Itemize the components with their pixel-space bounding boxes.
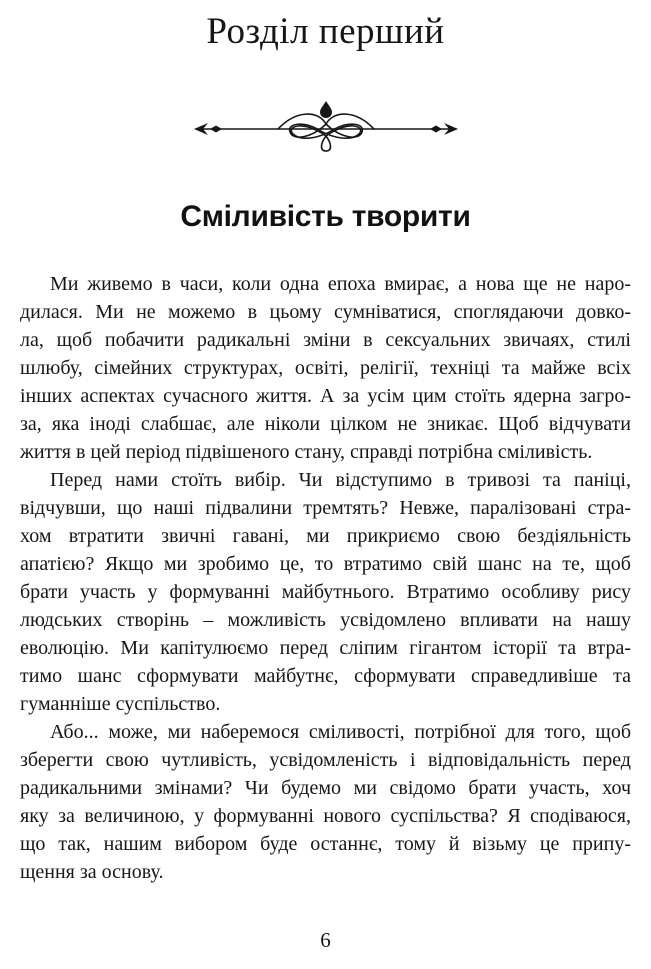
text-line: апатією? Якщо ми зробимо це, то втратимо свій шанс на те, щоб bbox=[20, 553, 631, 575]
text-line: шлюбу, сімейних структурах, освіті, релігії, техніці та майже всіх bbox=[20, 357, 631, 379]
text-line: людських створінь – можливість усвідомлено впливати на нашу bbox=[20, 609, 631, 631]
text-line: Перед нами стоїть вибір. Чи відступимо в тривозі та паніці, bbox=[50, 469, 631, 491]
paragraph bbox=[20, 270, 631, 466]
text-line: що так, нашим вибором буде останнє, тому й візьму це припу- bbox=[20, 833, 631, 855]
text-line: яку за величиною, у формуванні нового суспільства? Я сподіваюся, bbox=[20, 805, 631, 827]
text-line: радикальними змінами? Чи будемо ми свідомо брати участь, хоч bbox=[20, 777, 631, 799]
text-line: хом втратити звичні гавані, ми прикриємо свою бездіяльність bbox=[20, 525, 631, 547]
text-line: ла, щоб побачити радикальні зміни в сексуальних звичаях, стилі bbox=[20, 329, 631, 351]
text-line: брати участь у формуванні майбутнього. Втратимо особливу рису bbox=[20, 581, 631, 603]
body-text bbox=[20, 270, 631, 886]
paragraph bbox=[20, 466, 631, 718]
text-line: зберегти свою чутливість, усвідомленість і відповідальність перед bbox=[20, 749, 631, 771]
text-line: життя в цей період підвішеного стану, справді потрібна сміливість. bbox=[20, 441, 593, 463]
text-line: відчувши, що наші підвалини тремтять? Невже, паралізовані стра- bbox=[20, 497, 631, 519]
text-line: інших аспектах сучасного життя. А за усім цим стоїть ядерна загро- bbox=[20, 385, 631, 407]
flourish-divider-icon bbox=[192, 98, 460, 156]
text-line: тимо шанс сформувати майбутнє, сформувати справедливіше та bbox=[20, 665, 631, 687]
divider-ornament bbox=[20, 98, 631, 156]
text-line: Ми живемо в часи, коли одна епоха вмирає, а нова ще не наро- bbox=[50, 273, 631, 295]
text-line: щення за основу. bbox=[20, 861, 164, 883]
chapter-heading: Розділ перший bbox=[206, 11, 445, 52]
section-title: Сміливість творити bbox=[180, 200, 471, 233]
text-line: Або... може, ми наберемося сміливості, потрібної для того, щоб bbox=[50, 721, 631, 743]
paragraph bbox=[20, 718, 631, 886]
text-line: за, яка іноді слабшає, але ніколи цілком не зникає. Щоб відчувати bbox=[20, 413, 631, 435]
page-number: 6 bbox=[320, 928, 331, 952]
text-line: дилася. Ми не можемо в цьому сумніватися, споглядаючи довко- bbox=[20, 301, 631, 323]
text-line: еволюцію. Ми капітулюємо перед сліпим гігантом історії та втра- bbox=[20, 637, 631, 659]
text-line: гуманніше суспільство. bbox=[20, 693, 221, 715]
